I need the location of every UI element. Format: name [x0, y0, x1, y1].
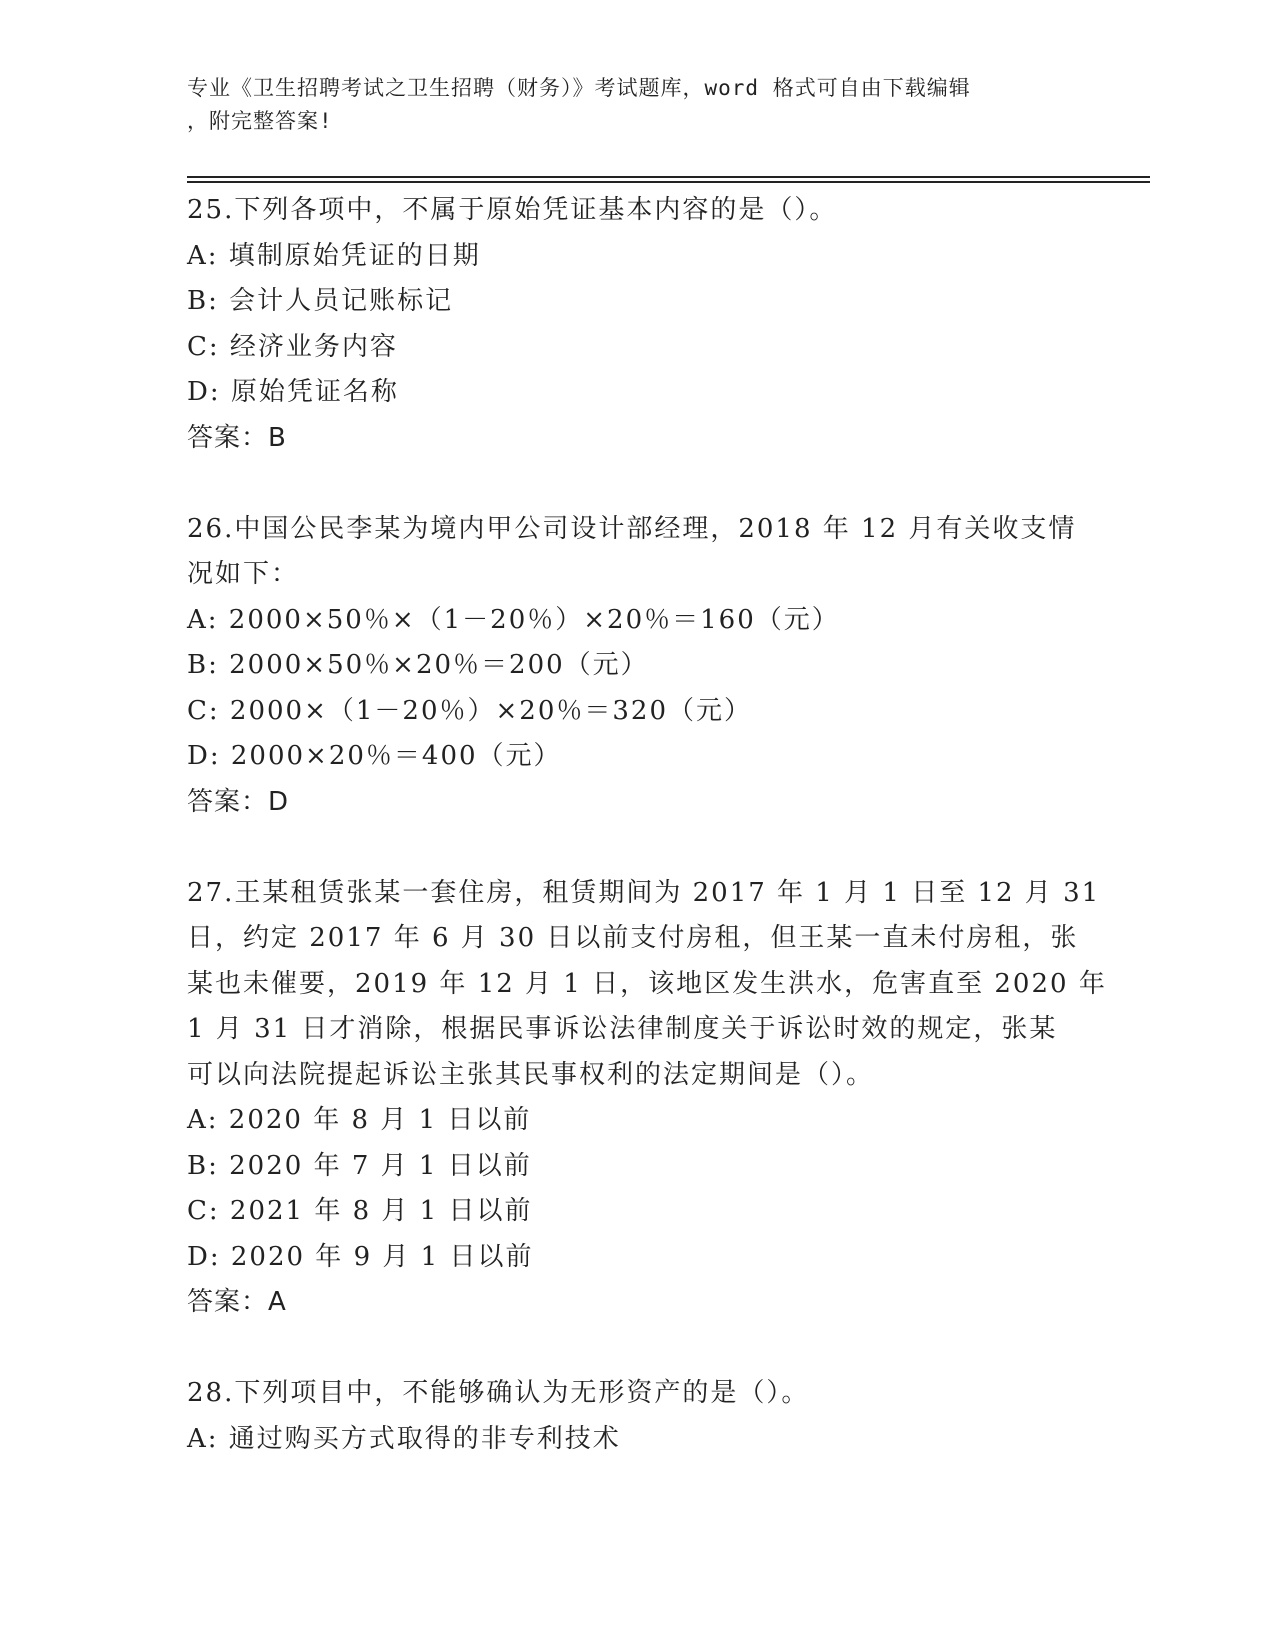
answer: 答案：A	[187, 1287, 287, 1317]
question-text-line: 1 月 31 日才消除，根据民事诉讼法律制度关于诉讼时效的规定，张某	[187, 1014, 1058, 1044]
question-text: 28.下列项目中，不能够确认为无形资产的是（）。	[187, 1378, 810, 1408]
answer: 答案：D	[187, 786, 290, 817]
question-list	[187, 188, 1107, 1462]
option-a: A: 2000×50％×（1－20％）×20％＝160（元）	[187, 604, 840, 635]
option-c: C: 2000×（1－20％）×20％＝320（元）	[187, 695, 752, 726]
option-b: B: 会计人员记账标记	[187, 286, 454, 316]
option-c: C: 经济业务内容	[187, 331, 398, 362]
question-text-line: 日，约定 2017 年 6 月 30 日以前支付房租，但王某一直未付房租，张	[187, 923, 1079, 953]
header-line-1: 专业《卫生招聘考试之卫生招聘（财务）》考试题库，word 格式可自由下载编辑	[187, 76, 971, 100]
option-a: A: 通过购买方式取得的非专利技术	[187, 1423, 621, 1454]
question-text-line: 可以向法院提起诉讼主张其民事权利的法定期间是（）。	[187, 1059, 875, 1090]
header-line-2: ，附完整答案!	[187, 109, 333, 133]
question-text: 25.下列各项中，不属于原始凭证基本内容的是（）。	[187, 195, 838, 225]
question-text-line: 27.王某租赁张某一套住房，租赁期间为 2017 年 1 月 1 日至 12 月 31	[187, 877, 1101, 908]
option-a: A: 填制原始凭证的日期	[187, 240, 481, 271]
option-d: D: 2000×20％＝400（元）	[187, 741, 562, 771]
question-text-line: 况如下：	[187, 559, 300, 589]
document-header	[187, 72, 1067, 138]
option-a: A: 2020 年 8 月 1 日以前	[187, 1105, 532, 1135]
question-text-line: 26.中国公民李某为境内甲公司设计部经理，2018 年 12 月有关收支情	[187, 513, 1077, 544]
question-26	[187, 507, 1077, 826]
option-c: C: 2021 年 8 月 1 日以前	[187, 1196, 533, 1226]
header-divider-top	[187, 176, 1150, 178]
option-b: B: 2000×50％×20％＝200（元）	[187, 650, 649, 680]
header-divider-bottom	[187, 181, 1150, 183]
question-27	[187, 871, 1107, 1326]
question-25	[187, 188, 1067, 461]
option-b: B: 2020 年 7 月 1 日以前	[187, 1150, 532, 1181]
question-28	[187, 1371, 1067, 1462]
answer: 答案：B	[187, 422, 287, 453]
option-d: D: 原始凭证名称	[187, 377, 399, 407]
question-text-line: 某也未催要，2019 年 12 月 1 日，该地区发生洪水，危害直至 2020 年	[187, 968, 1107, 999]
option-d: D: 2020 年 9 月 1 日以前	[187, 1241, 534, 1272]
